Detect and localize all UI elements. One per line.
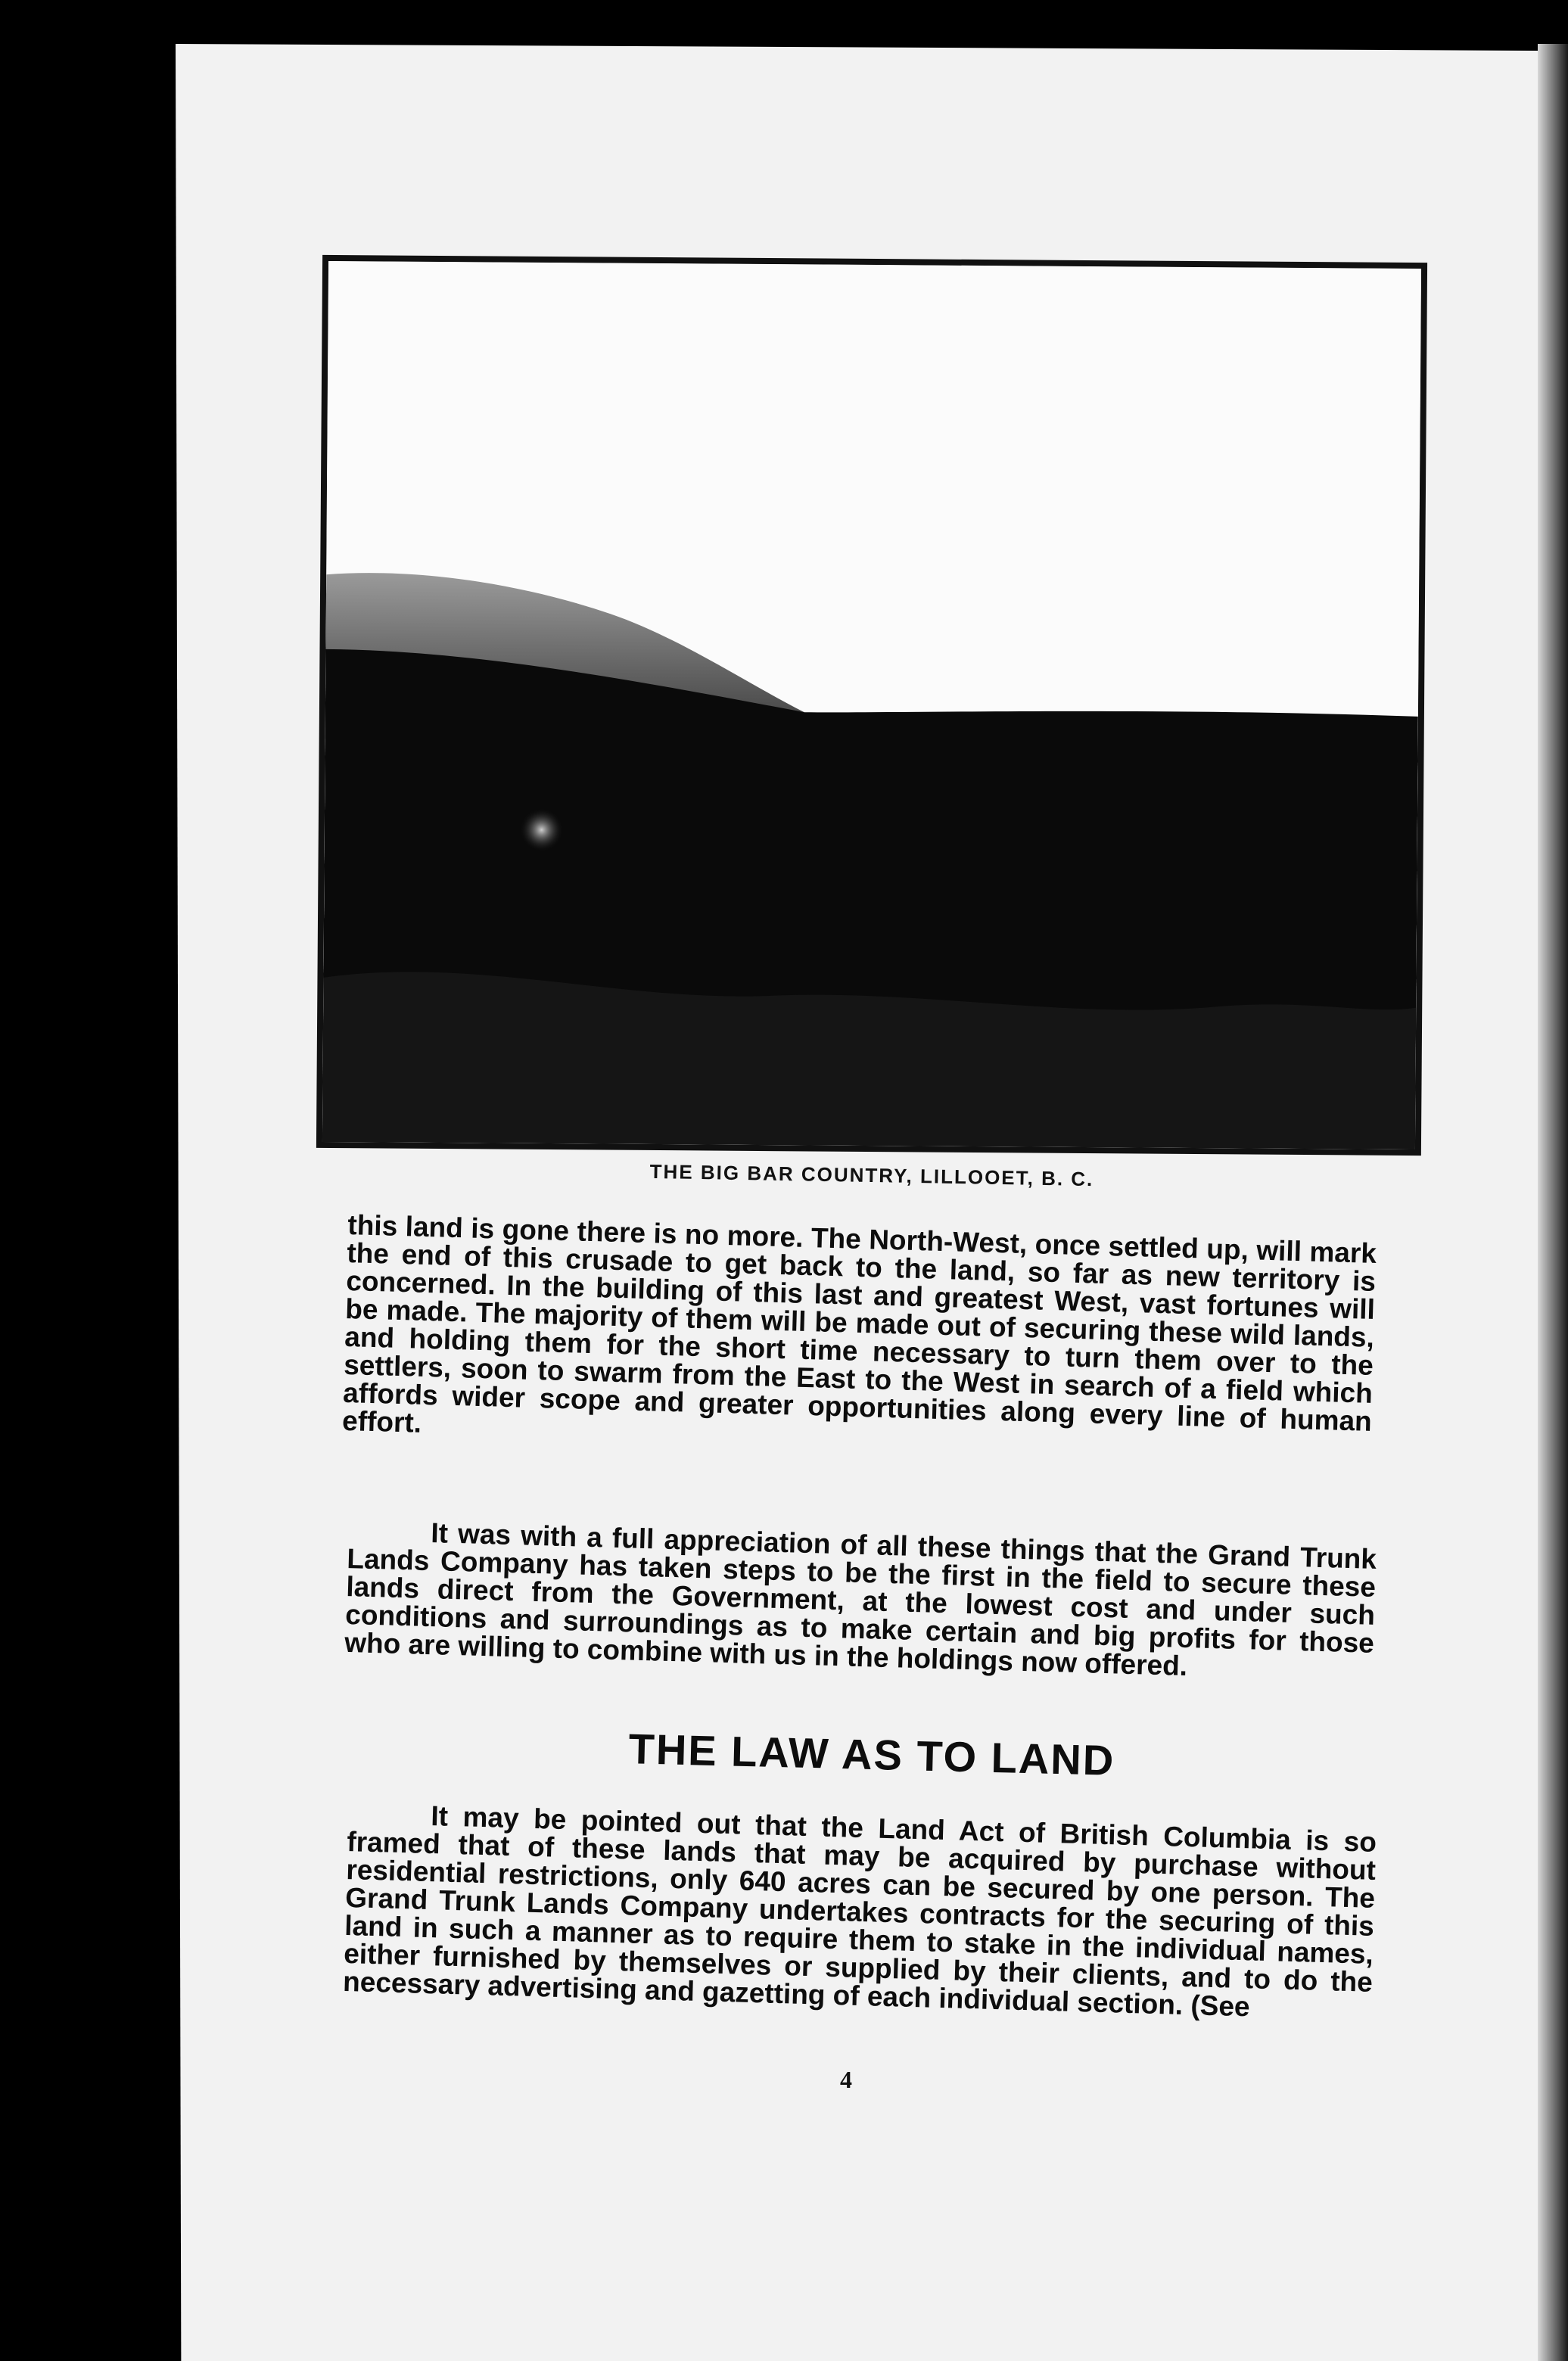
section-heading: THE LAW AS TO LAND xyxy=(627,1725,1116,1784)
landscape-photograph xyxy=(316,255,1427,1156)
page-number: 4 xyxy=(840,2066,852,2093)
landscape-photo-image xyxy=(322,261,1421,1149)
page-edge-shadow xyxy=(1538,44,1568,2361)
photo-caption: THE BIG BAR COUNTRY, LILLOOET, B. C. xyxy=(649,1159,1094,1191)
body-paragraph xyxy=(343,1800,1377,2024)
paragraph-text: It was with a full appreciation of all these things that the Grand Trunk Lands Company has taken steps to be the first in the field to secure these lands direct from the Government, at the lowest cost and under such conditions and surroundings as to make certain and big profits for those who are willing to combine with us in the holdings now offered. xyxy=(344,1517,1377,1682)
body-paragraph xyxy=(344,1516,1377,1685)
paragraph-text: this land is gone there is no more. The North-West, once settled up, will mark the end of this crusade to get back to the land, so far as new territory is concerned. In the building of this last and greatest West, vast fortunes will be made. The majority of them will be made out of securing these wild lands, and holding them for the short time necessary to turn them over to the settlers, soon to swarm from the East to the West in search of a field which affords wider scope and greater opportunities along every line of human effort. xyxy=(341,1209,1377,1439)
paragraph-text: It may be pointed out that the Land Act of British Columbia is so framed that of these lands that may be acquired by purchase without residential restrictions, only 640 acres can be secured by one person. The Grand Trunk Lands Company undertakes contracts for the securing of this land in such a manner as to require them to stake in the individual names, either furnished by themselves or supplied by their clients, and to do the necessary advertising and gazetting of each individual section. (See xyxy=(342,1800,1377,2023)
body-paragraph xyxy=(342,1211,1377,1464)
